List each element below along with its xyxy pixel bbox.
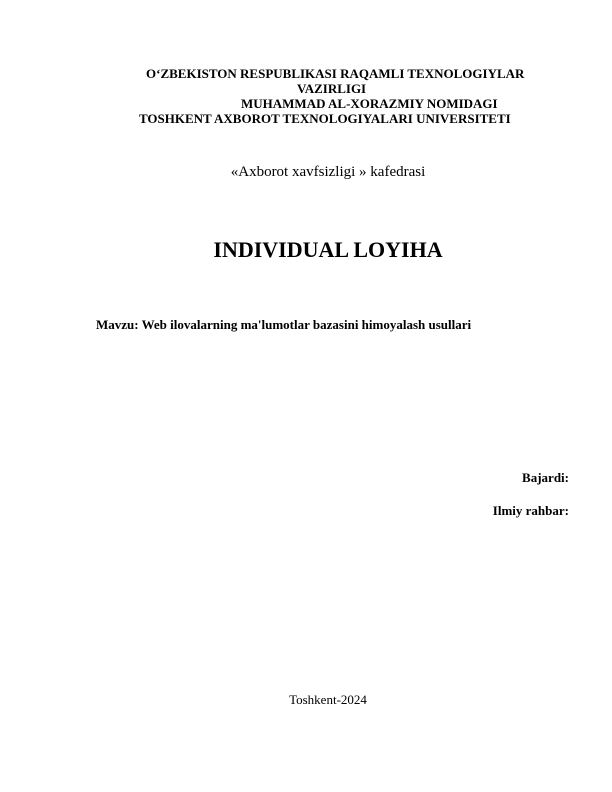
department-name: «Axborot xavfsizligi » kafedrasi	[230, 164, 426, 180]
header-line-university: TOSHKENT AXBOROT TEXNOLOGIYALARI UNIVERSITETI	[139, 111, 511, 126]
performed-by-label: Bajardi:	[522, 470, 569, 485]
city-year-footer: Toshkent-2024	[289, 692, 367, 707]
header-line-named-after: MUHAMMAD AL-XORAZMIY NOMIDAGI	[241, 96, 498, 111]
supervisor-label: Ilmiy rahbar:	[492, 503, 569, 518]
topic-line: Mavzu: Web ilovalarning ma'lumotlar bazasini himoyalash usullari	[96, 317, 472, 332]
header-line-ministry-cont: VAZIRLIGI	[297, 81, 367, 96]
header-line-ministry: O‘ZBEKISTON RESPUBLIKASI RAQAMLI TEXNOLOGIYLAR	[146, 66, 525, 81]
document-title: INDIVIDUAL LOYIHA	[213, 237, 443, 262]
